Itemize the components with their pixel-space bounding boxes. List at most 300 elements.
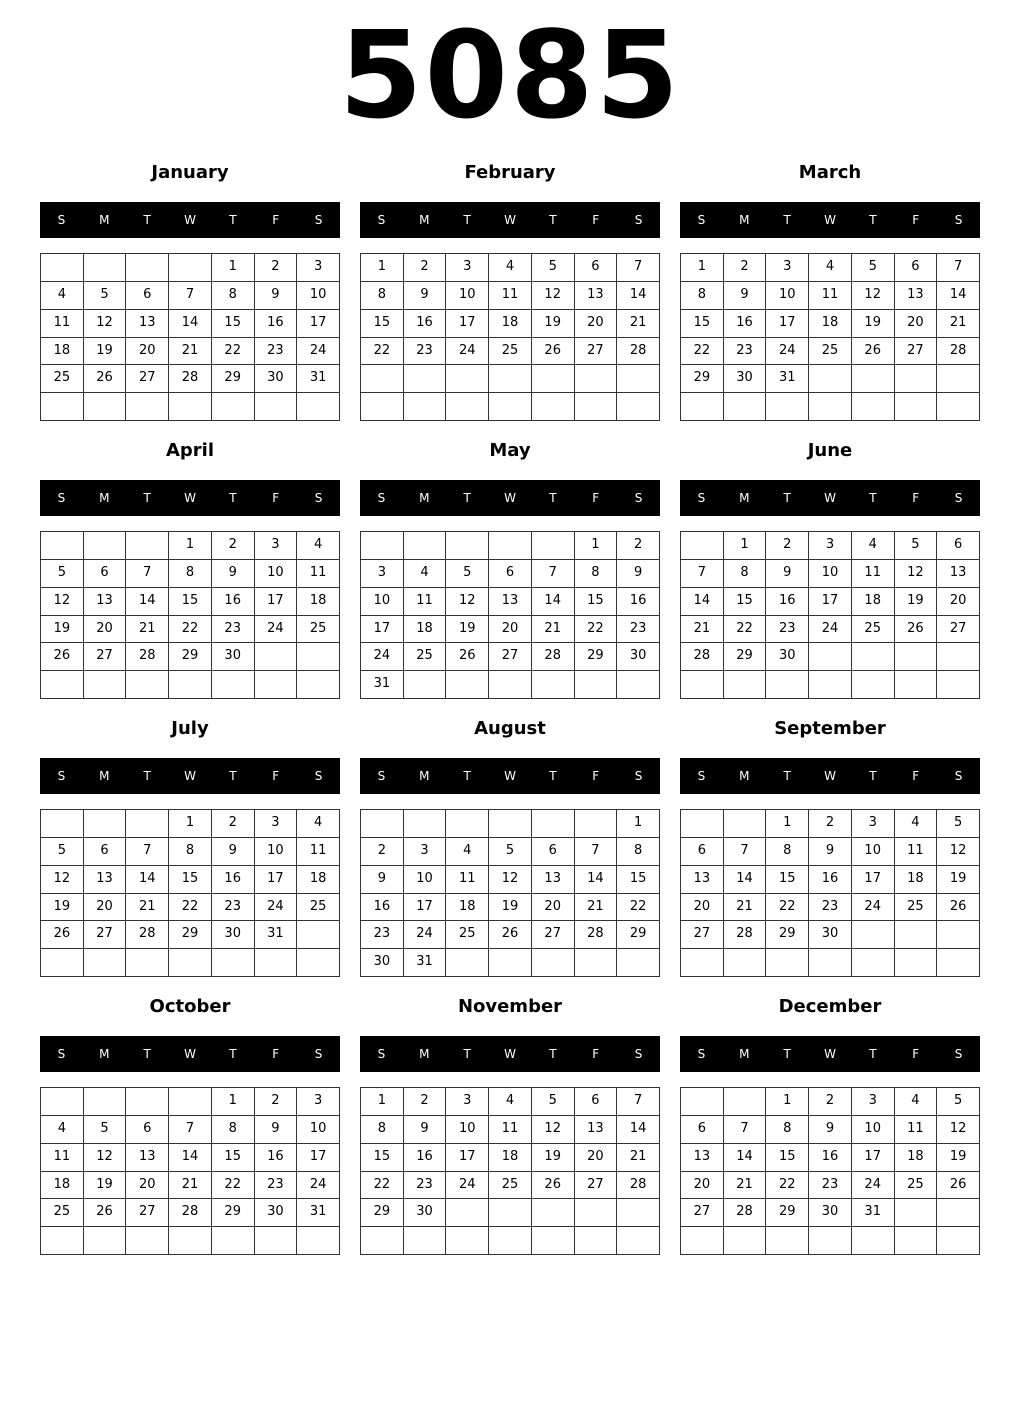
month-may bbox=[360, 440, 660, 692]
day-cell: 7 bbox=[126, 560, 169, 588]
empty-day-cell bbox=[724, 393, 767, 421]
day-cell: 9 bbox=[212, 560, 255, 588]
day-cell: 30 bbox=[809, 921, 852, 949]
day-cell: 24 bbox=[446, 1172, 489, 1200]
day-cell: 9 bbox=[212, 838, 255, 866]
day-cell: 16 bbox=[212, 866, 255, 894]
day-cell: 2 bbox=[361, 838, 404, 866]
day-cell: 3 bbox=[361, 560, 404, 588]
day-cell: 13 bbox=[937, 560, 980, 588]
empty-day-cell bbox=[446, 532, 489, 560]
empty-day-cell bbox=[895, 671, 938, 699]
empty-day-cell bbox=[809, 365, 852, 393]
empty-day-cell bbox=[126, 254, 169, 282]
day-cell: 8 bbox=[681, 282, 724, 310]
month-february bbox=[360, 162, 660, 358]
day-cell: 19 bbox=[937, 1144, 980, 1172]
day-cell: 17 bbox=[255, 866, 298, 894]
day-cell: 25 bbox=[895, 894, 938, 922]
day-cell: 9 bbox=[404, 282, 447, 310]
weekday-header bbox=[680, 202, 980, 238]
day-cell: 28 bbox=[937, 338, 980, 366]
month-july bbox=[40, 718, 340, 942]
day-cell: 12 bbox=[937, 1116, 980, 1144]
day-cell: 28 bbox=[169, 365, 212, 393]
day-cell: 22 bbox=[212, 338, 255, 366]
empty-day-cell bbox=[297, 921, 340, 949]
empty-day-cell bbox=[446, 949, 489, 977]
day-cell: 5 bbox=[852, 254, 895, 282]
day-cell: 1 bbox=[617, 810, 660, 838]
day-cell: 10 bbox=[852, 1116, 895, 1144]
day-cell: 3 bbox=[446, 1088, 489, 1116]
day-cell: 21 bbox=[126, 894, 169, 922]
empty-day-cell bbox=[617, 365, 660, 393]
day-cell: 30 bbox=[212, 643, 255, 671]
day-cell: 27 bbox=[895, 338, 938, 366]
day-cell: 19 bbox=[532, 1144, 575, 1172]
empty-day-cell bbox=[404, 671, 447, 699]
empty-day-cell bbox=[489, 810, 532, 838]
day-cell: 6 bbox=[84, 838, 127, 866]
day-cell: 25 bbox=[41, 365, 84, 393]
weekday-label: T bbox=[143, 769, 151, 783]
empty-day-cell bbox=[895, 365, 938, 393]
empty-day-cell bbox=[895, 1199, 938, 1227]
empty-day-cell bbox=[41, 1088, 84, 1116]
weekday-label: F bbox=[272, 213, 280, 227]
day-cell: 24 bbox=[766, 338, 809, 366]
empty-day-cell bbox=[575, 949, 618, 977]
empty-day-cell bbox=[297, 671, 340, 699]
day-cell: 7 bbox=[617, 1088, 660, 1116]
day-cell: 6 bbox=[681, 1116, 724, 1144]
day-cell: 25 bbox=[895, 1172, 938, 1200]
day-cell: 30 bbox=[255, 365, 298, 393]
day-cell: 21 bbox=[724, 894, 767, 922]
empty-day-cell bbox=[446, 393, 489, 421]
empty-day-cell bbox=[126, 671, 169, 699]
weekday-header bbox=[360, 1036, 660, 1072]
weekday-label: T bbox=[229, 213, 237, 227]
weekday-label: W bbox=[504, 1047, 516, 1061]
day-cell: 30 bbox=[361, 949, 404, 977]
day-cell: 4 bbox=[297, 532, 340, 560]
empty-day-cell bbox=[126, 393, 169, 421]
day-grid bbox=[360, 809, 660, 977]
day-cell: 8 bbox=[766, 838, 809, 866]
day-cell: 17 bbox=[852, 1144, 895, 1172]
day-cell: 7 bbox=[617, 254, 660, 282]
weekday-label: M bbox=[99, 769, 110, 783]
weekday-label: S bbox=[314, 769, 323, 783]
weekday-label: T bbox=[549, 213, 557, 227]
day-cell: 3 bbox=[446, 254, 489, 282]
day-cell: 14 bbox=[169, 310, 212, 338]
weekday-label: S bbox=[57, 769, 66, 783]
day-cell: 11 bbox=[41, 1144, 84, 1172]
day-cell: 19 bbox=[446, 616, 489, 644]
day-cell: 15 bbox=[212, 1144, 255, 1172]
empty-day-cell bbox=[84, 671, 127, 699]
day-cell: 11 bbox=[404, 588, 447, 616]
empty-day-cell bbox=[126, 1227, 169, 1255]
empty-day-cell bbox=[724, 1088, 767, 1116]
day-cell: 24 bbox=[852, 894, 895, 922]
empty-day-cell bbox=[681, 671, 724, 699]
day-cell: 6 bbox=[126, 282, 169, 310]
day-cell: 15 bbox=[361, 310, 404, 338]
day-cell: 24 bbox=[361, 643, 404, 671]
day-cell: 16 bbox=[255, 310, 298, 338]
day-cell: 23 bbox=[617, 616, 660, 644]
day-cell: 19 bbox=[532, 310, 575, 338]
day-cell: 25 bbox=[489, 1172, 532, 1200]
empty-day-cell bbox=[532, 949, 575, 977]
day-cell: 19 bbox=[84, 1172, 127, 1200]
day-cell: 19 bbox=[84, 338, 127, 366]
weekday-label: S bbox=[314, 213, 323, 227]
empty-day-cell bbox=[255, 949, 298, 977]
day-cell: 1 bbox=[766, 1088, 809, 1116]
day-cell: 30 bbox=[766, 643, 809, 671]
month-december bbox=[680, 996, 980, 1220]
weekday-label: T bbox=[869, 491, 877, 505]
weekday-label: F bbox=[592, 1047, 600, 1061]
day-cell: 24 bbox=[255, 616, 298, 644]
empty-day-cell bbox=[575, 393, 618, 421]
weekday-label: S bbox=[697, 213, 706, 227]
day-cell: 16 bbox=[404, 1144, 447, 1172]
empty-day-cell bbox=[895, 1227, 938, 1255]
day-cell: 9 bbox=[809, 1116, 852, 1144]
day-cell: 29 bbox=[681, 365, 724, 393]
day-cell: 22 bbox=[361, 1172, 404, 1200]
day-cell: 27 bbox=[937, 616, 980, 644]
empty-day-cell bbox=[617, 393, 660, 421]
day-grid bbox=[40, 531, 340, 699]
day-grid bbox=[40, 253, 340, 421]
day-cell: 13 bbox=[681, 866, 724, 894]
weekday-label: W bbox=[184, 769, 196, 783]
day-cell: 20 bbox=[937, 588, 980, 616]
day-cell: 21 bbox=[169, 1172, 212, 1200]
month-name: December bbox=[778, 996, 882, 1017]
empty-day-cell bbox=[41, 949, 84, 977]
day-cell: 4 bbox=[895, 810, 938, 838]
weekday-label: T bbox=[549, 491, 557, 505]
day-cell: 29 bbox=[169, 921, 212, 949]
month-name: January bbox=[151, 162, 229, 183]
weekday-label: W bbox=[184, 213, 196, 227]
weekday-label: S bbox=[954, 491, 963, 505]
day-cell: 3 bbox=[404, 838, 447, 866]
day-cell: 23 bbox=[255, 1172, 298, 1200]
day-cell: 13 bbox=[575, 1116, 618, 1144]
empty-day-cell bbox=[446, 1227, 489, 1255]
weekday-header bbox=[360, 202, 660, 238]
empty-day-cell bbox=[852, 365, 895, 393]
day-cell: 13 bbox=[126, 310, 169, 338]
empty-day-cell bbox=[361, 393, 404, 421]
day-cell: 4 bbox=[489, 254, 532, 282]
day-cell: 22 bbox=[681, 338, 724, 366]
day-cell: 9 bbox=[255, 282, 298, 310]
day-cell: 22 bbox=[766, 894, 809, 922]
empty-day-cell bbox=[532, 393, 575, 421]
empty-day-cell bbox=[41, 671, 84, 699]
day-cell: 2 bbox=[766, 532, 809, 560]
day-cell: 11 bbox=[895, 1116, 938, 1144]
month-name: July bbox=[171, 718, 209, 739]
day-cell: 8 bbox=[169, 560, 212, 588]
day-cell: 28 bbox=[724, 1199, 767, 1227]
empty-day-cell bbox=[766, 393, 809, 421]
empty-day-cell bbox=[766, 671, 809, 699]
day-cell: 12 bbox=[41, 588, 84, 616]
day-cell: 15 bbox=[766, 866, 809, 894]
day-cell: 15 bbox=[575, 588, 618, 616]
day-cell: 29 bbox=[575, 643, 618, 671]
day-cell: 16 bbox=[404, 310, 447, 338]
day-cell: 31 bbox=[361, 671, 404, 699]
day-cell: 6 bbox=[575, 1088, 618, 1116]
empty-day-cell bbox=[724, 671, 767, 699]
empty-day-cell bbox=[617, 1199, 660, 1227]
day-cell: 18 bbox=[404, 616, 447, 644]
day-cell: 14 bbox=[169, 1144, 212, 1172]
weekday-label: F bbox=[272, 769, 280, 783]
day-cell: 5 bbox=[84, 1116, 127, 1144]
day-cell: 3 bbox=[255, 810, 298, 838]
month-october bbox=[40, 996, 340, 1220]
month-name: June bbox=[807, 440, 853, 461]
day-cell: 18 bbox=[446, 894, 489, 922]
weekday-label: S bbox=[377, 491, 386, 505]
day-cell: 3 bbox=[255, 532, 298, 560]
day-grid bbox=[40, 1087, 340, 1255]
day-cell: 6 bbox=[532, 838, 575, 866]
day-cell: 31 bbox=[766, 365, 809, 393]
empty-day-cell bbox=[255, 1227, 298, 1255]
empty-day-cell bbox=[724, 949, 767, 977]
weekday-header bbox=[40, 202, 340, 238]
empty-day-cell bbox=[84, 254, 127, 282]
weekday-label: S bbox=[697, 491, 706, 505]
empty-day-cell bbox=[937, 949, 980, 977]
day-cell: 29 bbox=[361, 1199, 404, 1227]
day-cell: 20 bbox=[681, 894, 724, 922]
day-cell: 1 bbox=[575, 532, 618, 560]
day-cell: 9 bbox=[809, 838, 852, 866]
empty-day-cell bbox=[724, 810, 767, 838]
day-cell: 21 bbox=[724, 1172, 767, 1200]
weekday-label: S bbox=[697, 1047, 706, 1061]
day-cell: 1 bbox=[766, 810, 809, 838]
empty-day-cell bbox=[681, 532, 724, 560]
day-cell: 28 bbox=[681, 643, 724, 671]
weekday-label: S bbox=[697, 769, 706, 783]
day-cell: 19 bbox=[937, 866, 980, 894]
day-cell: 26 bbox=[84, 1199, 127, 1227]
weekday-label: W bbox=[824, 491, 836, 505]
day-cell: 22 bbox=[575, 616, 618, 644]
empty-day-cell bbox=[852, 393, 895, 421]
weekday-label: S bbox=[57, 1047, 66, 1061]
day-cell: 9 bbox=[404, 1116, 447, 1144]
day-cell: 14 bbox=[681, 588, 724, 616]
day-cell: 8 bbox=[617, 838, 660, 866]
day-cell: 31 bbox=[297, 1199, 340, 1227]
day-cell: 11 bbox=[895, 838, 938, 866]
day-cell: 28 bbox=[617, 1172, 660, 1200]
day-cell: 17 bbox=[361, 616, 404, 644]
day-cell: 22 bbox=[724, 616, 767, 644]
day-cell: 9 bbox=[255, 1116, 298, 1144]
weekday-label: M bbox=[99, 1047, 110, 1061]
day-grid bbox=[40, 809, 340, 977]
weekday-label: M bbox=[739, 1047, 750, 1061]
day-cell: 11 bbox=[489, 282, 532, 310]
day-cell: 15 bbox=[681, 310, 724, 338]
weekday-label: M bbox=[739, 769, 750, 783]
day-cell: 15 bbox=[212, 310, 255, 338]
empty-day-cell bbox=[126, 810, 169, 838]
month-name: April bbox=[165, 440, 215, 461]
day-cell: 20 bbox=[575, 1144, 618, 1172]
day-cell: 21 bbox=[937, 310, 980, 338]
month-september bbox=[680, 718, 980, 942]
day-cell: 18 bbox=[895, 1144, 938, 1172]
day-cell: 9 bbox=[361, 866, 404, 894]
weekday-label: S bbox=[377, 769, 386, 783]
day-cell: 20 bbox=[126, 338, 169, 366]
day-cell: 25 bbox=[297, 616, 340, 644]
weekday-label: T bbox=[143, 1047, 151, 1061]
empty-day-cell bbox=[297, 643, 340, 671]
day-cell: 11 bbox=[809, 282, 852, 310]
empty-day-cell bbox=[575, 1227, 618, 1255]
day-cell: 26 bbox=[852, 338, 895, 366]
day-cell: 29 bbox=[766, 1199, 809, 1227]
day-cell: 3 bbox=[852, 810, 895, 838]
day-cell: 15 bbox=[361, 1144, 404, 1172]
day-cell: 19 bbox=[41, 616, 84, 644]
day-cell: 17 bbox=[446, 310, 489, 338]
day-cell: 25 bbox=[41, 1199, 84, 1227]
empty-day-cell bbox=[404, 532, 447, 560]
day-cell: 3 bbox=[297, 1088, 340, 1116]
empty-day-cell bbox=[84, 810, 127, 838]
day-cell: 6 bbox=[489, 560, 532, 588]
weekday-label: S bbox=[954, 769, 963, 783]
day-cell: 27 bbox=[681, 1199, 724, 1227]
day-cell: 23 bbox=[809, 894, 852, 922]
empty-day-cell bbox=[361, 532, 404, 560]
empty-day-cell bbox=[126, 532, 169, 560]
day-grid bbox=[680, 253, 980, 421]
empty-day-cell bbox=[255, 671, 298, 699]
empty-day-cell bbox=[489, 1199, 532, 1227]
empty-day-cell bbox=[617, 949, 660, 977]
day-cell: 15 bbox=[617, 866, 660, 894]
empty-day-cell bbox=[681, 393, 724, 421]
weekday-label: M bbox=[419, 1047, 430, 1061]
day-cell: 4 bbox=[41, 1116, 84, 1144]
day-cell: 11 bbox=[852, 560, 895, 588]
month-august bbox=[360, 718, 660, 970]
day-cell: 5 bbox=[937, 810, 980, 838]
empty-day-cell bbox=[809, 949, 852, 977]
day-cell: 5 bbox=[532, 1088, 575, 1116]
day-cell: 26 bbox=[532, 338, 575, 366]
day-cell: 5 bbox=[41, 838, 84, 866]
day-cell: 31 bbox=[297, 365, 340, 393]
day-cell: 28 bbox=[724, 921, 767, 949]
day-cell: 2 bbox=[809, 1088, 852, 1116]
month-name: October bbox=[149, 996, 231, 1017]
weekday-label: S bbox=[57, 213, 66, 227]
empty-day-cell bbox=[532, 1199, 575, 1227]
day-cell: 6 bbox=[575, 254, 618, 282]
day-cell: 30 bbox=[809, 1199, 852, 1227]
weekday-label: S bbox=[954, 1047, 963, 1061]
day-cell: 7 bbox=[169, 282, 212, 310]
day-cell: 7 bbox=[724, 838, 767, 866]
day-cell: 16 bbox=[212, 588, 255, 616]
day-cell: 27 bbox=[126, 1199, 169, 1227]
day-cell: 8 bbox=[724, 560, 767, 588]
month-april bbox=[40, 440, 340, 664]
empty-day-cell bbox=[937, 921, 980, 949]
weekday-label: T bbox=[229, 491, 237, 505]
day-cell: 19 bbox=[489, 894, 532, 922]
day-cell: 27 bbox=[84, 643, 127, 671]
day-cell: 10 bbox=[446, 1116, 489, 1144]
day-cell: 24 bbox=[255, 894, 298, 922]
day-cell: 21 bbox=[532, 616, 575, 644]
weekday-label: M bbox=[419, 769, 430, 783]
empty-day-cell bbox=[297, 393, 340, 421]
day-cell: 6 bbox=[681, 838, 724, 866]
day-cell: 17 bbox=[809, 588, 852, 616]
day-cell: 1 bbox=[361, 254, 404, 282]
empty-day-cell bbox=[361, 810, 404, 838]
day-cell: 23 bbox=[766, 616, 809, 644]
weekday-label: S bbox=[314, 1047, 323, 1061]
empty-day-cell bbox=[852, 949, 895, 977]
day-cell: 2 bbox=[724, 254, 767, 282]
empty-day-cell bbox=[852, 921, 895, 949]
day-cell: 16 bbox=[766, 588, 809, 616]
day-cell: 13 bbox=[84, 866, 127, 894]
empty-day-cell bbox=[852, 671, 895, 699]
weekday-label: S bbox=[377, 213, 386, 227]
weekday-label: F bbox=[272, 491, 280, 505]
day-cell: 1 bbox=[724, 532, 767, 560]
day-cell: 12 bbox=[446, 588, 489, 616]
empty-day-cell bbox=[937, 1199, 980, 1227]
weekday-header bbox=[680, 758, 980, 794]
day-cell: 13 bbox=[532, 866, 575, 894]
weekday-label: M bbox=[739, 213, 750, 227]
weekday-label: F bbox=[592, 769, 600, 783]
day-cell: 2 bbox=[255, 254, 298, 282]
weekday-label: T bbox=[463, 213, 471, 227]
month-november bbox=[360, 996, 660, 1220]
day-cell: 29 bbox=[212, 1199, 255, 1227]
day-cell: 14 bbox=[937, 282, 980, 310]
